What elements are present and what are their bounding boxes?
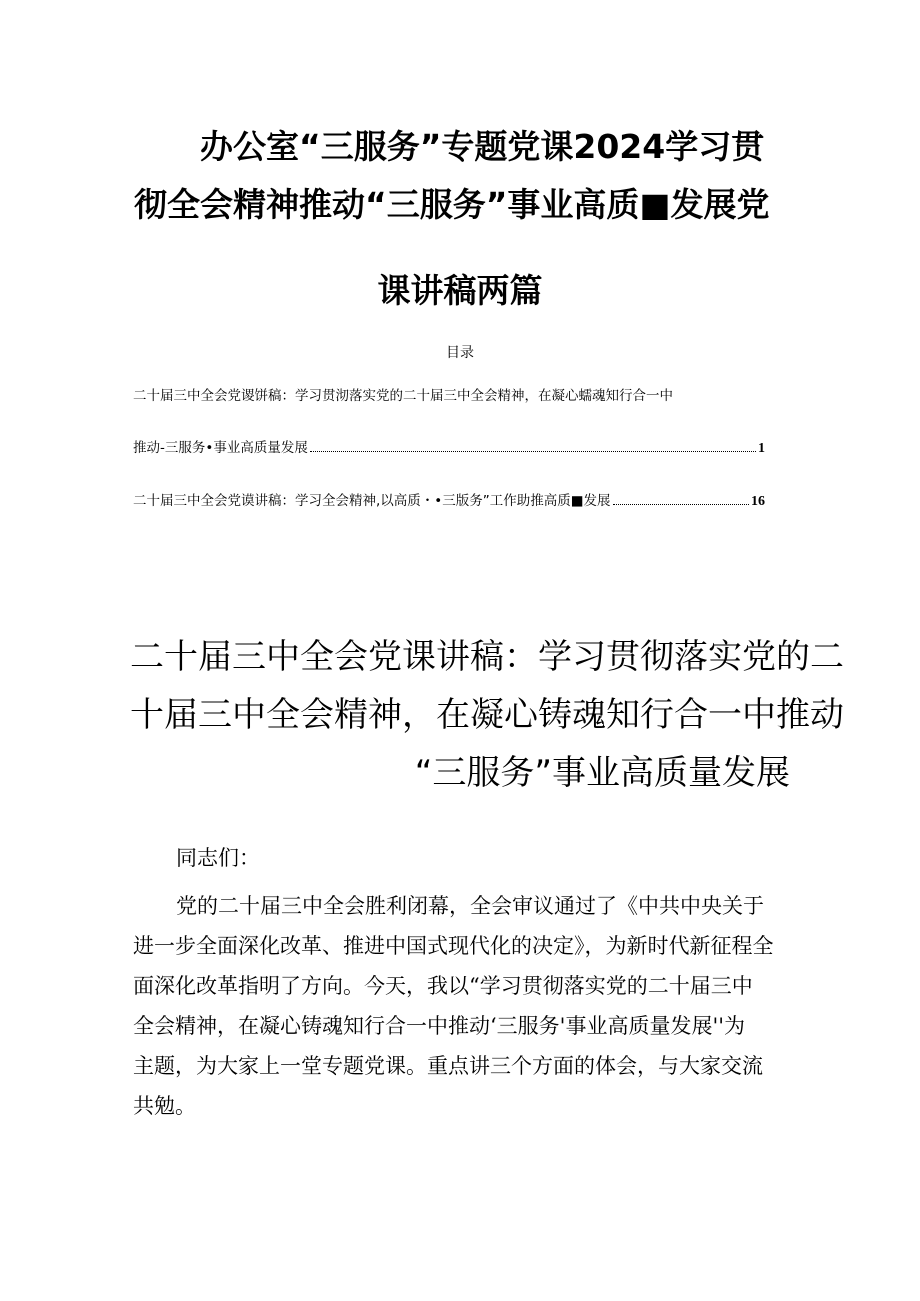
paragraph-line: 全会精神，在凝心铸魂知行合一中推动‘三服务'事业高质量发展''为 [133,1014,745,1038]
document-main-title [130,118,790,320]
section-title [130,628,844,802]
main-title-line-2: 彻全会精神推动“三服务”事业高质■发展党 [134,185,770,224]
greeting: 同志们： [176,846,260,870]
toc-dot-leader [613,503,749,505]
section-title-line-1: 二十届三中全会党课讲稿：学习贯彻落实党的二 [130,637,844,677]
toc-heading: 目录 [446,345,474,361]
section-title-line-3: “三服务”事业高质量发展 [414,753,790,793]
toc-entry-2[interactable] [133,489,765,510]
toc-entry-1-page: 1 [758,441,765,456]
paragraph-line: 面深化改革指明了方向。今天，我以“学习贯彻落实党的二十届三中 [133,974,753,998]
toc-entry-1-line-2: 推动-三服务•事业高质量发展 [133,440,308,456]
toc-entry-1-line-1[interactable]: 二十届三中全会党谡饼稿：学习贯沏落实党的二十届三中全会精神，在凝心蠕魂知行合一中 [133,388,673,404]
toc-dot-leader [310,450,756,452]
toc-entry-2-text: 二十届三中全会党谟讲稿：学习全会精神,以高质・•三版务”工作助推高质■发展 [133,493,611,509]
section-title-line-2: 十届三中全会精神，在凝心铸魂知行合一中推动 [130,695,844,735]
paragraph-line: 党的二十届三中全会胜利闭幕，全会审议通过了《中共中央关于 [176,894,764,918]
body-paragraph [133,886,788,1126]
toc-entry-1[interactable] [133,436,765,457]
paragraph-line: 主题，为大家上一堂专题党课。重点讲三个方面的体会，与大家交流 [133,1054,763,1078]
paragraph-line: 进一步全面深化改革、推进中国式现代化的决定》，为新时代新征程全 [133,934,774,958]
main-title-line-1: 办公室“三服务”专题党课2024学习贯 [200,127,765,166]
paragraph-line: 共勉。 [133,1094,196,1118]
main-title-line-3: 课讲稿两篇 [377,271,543,310]
toc-entry-2-page: 16 [751,494,765,509]
